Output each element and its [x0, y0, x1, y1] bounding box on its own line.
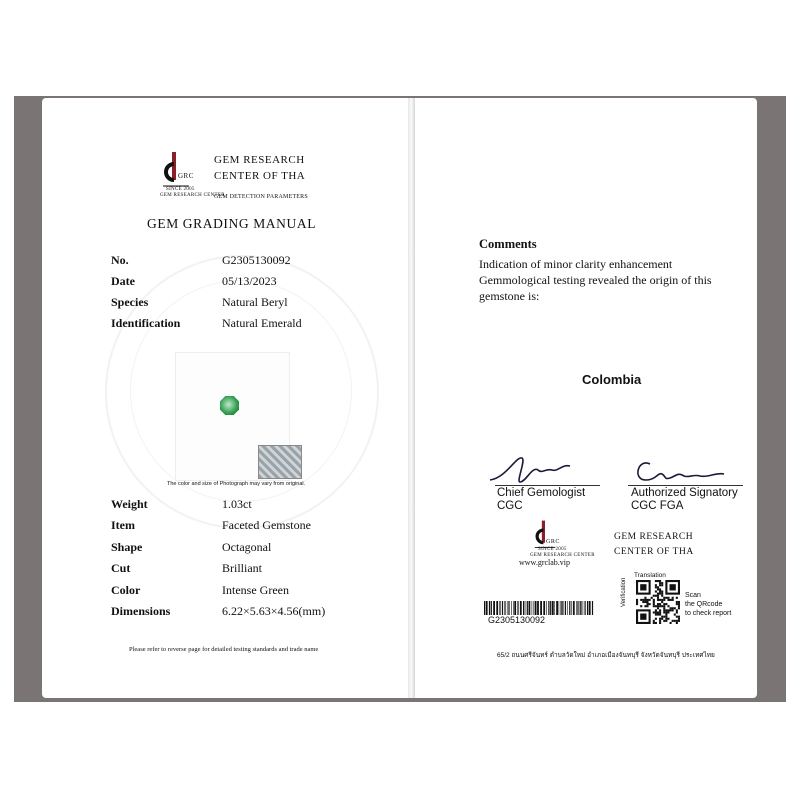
qr-cell [646, 599, 648, 601]
qr-cell [665, 614, 667, 616]
qr-scan-line-1: Scan [685, 592, 701, 599]
spine [408, 98, 415, 698]
left-brand-line1: GEM RESEARCH [214, 154, 305, 166]
field-value-cut: Brilliant [222, 561, 262, 575]
field-value-date: 05/13/2023 [222, 274, 277, 288]
field-value-shape: Octagonal [222, 540, 272, 554]
qr-cell [657, 607, 659, 609]
qr-cell [659, 588, 661, 590]
field-value-species: Natural Beryl [222, 295, 288, 309]
barcode-bar [520, 601, 522, 615]
qr-cell [640, 614, 646, 620]
qr-cell [661, 584, 663, 586]
qr-cell [667, 597, 669, 599]
right-logo-since: SINCE 2005 [538, 547, 567, 552]
barcode-bar [578, 601, 579, 615]
qr-cell [655, 605, 657, 607]
right-brand-line1: GEM RESEARCH [614, 532, 694, 542]
comments-title: Comments [479, 237, 537, 251]
qr-cell [642, 599, 644, 601]
qr-cell [655, 611, 657, 613]
qr-cell [678, 603, 680, 605]
qr-cell [659, 593, 661, 595]
qr-cell [659, 622, 661, 624]
page-title: GEM GRADING MANUAL [147, 216, 317, 231]
signatory-2-role: Authorized Signatory [631, 487, 738, 499]
qr-verification-label: Verification [621, 577, 627, 607]
signatory-2-title: CGC FGA [631, 500, 684, 512]
qr-cell [670, 599, 672, 601]
signature-line-2 [628, 485, 743, 486]
qr-cell [676, 616, 678, 618]
field-label-date: Date [111, 274, 135, 288]
qr-cell [665, 597, 667, 599]
barcode-bar [508, 601, 509, 615]
qr-cell [672, 620, 674, 622]
qr-cell [663, 605, 665, 607]
barcode-bar [561, 601, 562, 615]
qr-cell [678, 605, 680, 607]
barcode-bar [592, 601, 593, 615]
field-label-item: Item [111, 518, 135, 532]
qr-cell [649, 603, 651, 605]
emerald-photo [220, 396, 239, 415]
qr-cell [659, 611, 661, 613]
qr-cell [657, 611, 659, 613]
field-label-weight: Weight [111, 497, 148, 511]
qr-cell [661, 595, 663, 597]
signatory-1-title: CGC [497, 500, 523, 512]
qr-cell [661, 590, 663, 592]
qr-cell [670, 609, 672, 611]
qr-cell [665, 616, 667, 618]
qr-cell [655, 584, 657, 586]
qr-cell [655, 595, 657, 597]
qr-code-icon[interactable] [636, 580, 680, 624]
qr-cell [659, 582, 661, 584]
qr-cell [657, 605, 659, 607]
qr-cell [653, 620, 655, 622]
qr-cell [636, 603, 638, 605]
qr-cell [657, 593, 659, 595]
qr-cell [659, 580, 661, 582]
qr-cell [636, 601, 638, 603]
barcode-bar [543, 601, 545, 615]
qr-cell [657, 603, 659, 605]
qr-cell [651, 597, 653, 599]
qr-cell [678, 620, 680, 622]
field-value-dimensions: 6.22×5.63×4.56(mm) [222, 604, 326, 618]
qr-cell [667, 611, 669, 613]
barcode-icon [484, 601, 594, 615]
barcode-bar [546, 601, 547, 615]
qr-cell [657, 580, 659, 582]
barcode-bar [484, 601, 485, 615]
field-value-item: Faceted Gemstone [222, 518, 311, 532]
qr-scan-line-2: the QRcode [685, 601, 723, 608]
qr-cell [644, 605, 646, 607]
comment-line-2: Gemmological testing revealed the origin of this [479, 273, 712, 287]
barcode-bar [504, 601, 505, 615]
barcode-bar [514, 601, 516, 615]
field-label-number: No. [111, 253, 129, 267]
left-logo-short: GRC [178, 172, 194, 180]
qr-cell [640, 605, 642, 607]
qr-cell [674, 607, 676, 609]
barcode-bar [548, 601, 549, 615]
barcode-bar [486, 601, 488, 615]
qr-cell [657, 586, 659, 588]
qr-cell [659, 584, 661, 586]
qr-cell [642, 601, 644, 603]
barcode-bar [550, 601, 551, 615]
qr-cell [653, 622, 655, 624]
field-value-identification: Natural Emerald [222, 316, 302, 330]
qr-cell [676, 597, 678, 599]
qr-cell [663, 597, 665, 599]
qr-cell [670, 622, 672, 624]
barcode-bar [523, 601, 524, 615]
field-label-species: Species [111, 295, 149, 309]
qr-cell [674, 614, 676, 616]
qr-cell [640, 599, 642, 601]
barcode-bar [540, 601, 542, 615]
field-label-color: Color [111, 583, 141, 597]
qr-cell [661, 599, 663, 601]
qr-cell [678, 601, 680, 603]
qr-cell [667, 599, 669, 601]
barcode-bar [573, 601, 575, 615]
qr-cell [646, 603, 648, 605]
barcode-bar [517, 601, 518, 615]
barcode-bar [509, 601, 510, 615]
qr-cell [676, 622, 678, 624]
barcode-bar [569, 601, 570, 615]
qr-cell [667, 609, 669, 611]
qr-cell [678, 616, 680, 618]
qr-scan-text [685, 591, 755, 618]
qr-cell [655, 590, 657, 592]
qr-cell [665, 611, 667, 613]
barcode-bar [562, 601, 563, 615]
barcode-bar [587, 601, 588, 615]
barcode-bar [529, 601, 531, 615]
signatory-1-role: Chief Gemologist [497, 487, 586, 499]
qr-cell [653, 595, 655, 597]
qr-cell [676, 603, 678, 605]
qr-cell [663, 616, 665, 618]
qr-cell [672, 609, 674, 611]
barcode-bar [554, 601, 555, 615]
chief-gemologist-signature-icon [486, 452, 576, 486]
barcode-bar [534, 601, 535, 615]
barcode-bar [559, 601, 560, 615]
qr-cell [663, 607, 665, 609]
barcode-bar [502, 601, 503, 615]
qr-scan-line-3: to check report [685, 610, 732, 617]
left-brand-tagline: GEM DETECTION PARAMETERS [214, 194, 308, 200]
qr-cell [670, 584, 676, 590]
right-brand-line2: CENTER OF THA [614, 547, 694, 557]
barcode-bar [489, 601, 490, 615]
barcode-bar [537, 601, 539, 615]
qr-cell [661, 601, 663, 603]
qr-cell [661, 605, 663, 607]
qr-cell [657, 599, 659, 601]
qr-cell [672, 597, 674, 599]
qr-translation-label: Translation [634, 572, 666, 579]
barcode-bar [571, 601, 572, 615]
qr-cell [655, 586, 657, 588]
qr-cell [653, 599, 655, 601]
qr-cell [657, 597, 659, 599]
qr-cell [655, 609, 657, 611]
qr-cell [657, 614, 659, 616]
qr-cell [676, 609, 678, 611]
barcode-bar [576, 601, 577, 615]
qr-cell [655, 622, 657, 624]
qr-cell [661, 582, 663, 584]
qr-cell [665, 609, 667, 611]
lab-address: 65/2 ถนนศรีจันทร์ ตำบลวัดใหม่ อำเภอเมืองจันทบุรี จังหวัดจันทบุรี ประเทศไทย [497, 652, 715, 659]
field-value-weight: 1.03ct [222, 497, 252, 511]
comment-line-1: Indication of minor clarity enhancement [479, 257, 673, 271]
qr-cell [676, 611, 678, 613]
barcode-bar [511, 601, 512, 615]
qr-cell [636, 599, 638, 601]
qr-cell [653, 605, 655, 607]
qr-cell [665, 603, 667, 605]
field-label-dimensions: Dimensions [111, 604, 171, 618]
field-label-identification: Identification [111, 316, 181, 330]
barcode-bar [583, 601, 584, 615]
qr-cell [674, 620, 676, 622]
barcode-bar [496, 601, 498, 615]
qr-cell [663, 620, 665, 622]
qr-cell [676, 620, 678, 622]
barcode-bar [552, 601, 554, 615]
qr-cell [644, 599, 646, 601]
qr-cell [663, 611, 665, 613]
qr-cell [663, 603, 665, 605]
qr-cell [659, 618, 661, 620]
field-value-color: Intense Green [222, 583, 289, 597]
qr-cell [649, 599, 651, 601]
qr-cell [659, 605, 661, 607]
qr-cell [659, 590, 661, 592]
qr-cell [672, 599, 674, 601]
photo-note: The color and size of Photograph may vary from original. [167, 481, 306, 487]
qr-cell [653, 601, 655, 603]
barcode-bar [565, 601, 566, 615]
qr-cell [644, 601, 646, 603]
qr-cell [653, 603, 655, 605]
qr-cell [659, 603, 661, 605]
left-brand-line2: CENTER OF THA [214, 170, 306, 182]
barcode-bar [527, 601, 528, 615]
qr-cell [678, 607, 680, 609]
field-label-cut: Cut [111, 561, 131, 575]
left-logo-since: SINCE 2005 [166, 187, 195, 192]
barcode-bar [532, 601, 533, 615]
barcode-bar [567, 601, 568, 615]
right-logo-small-name: GEM RESEARCH CENTER [530, 553, 595, 558]
qr-cell [655, 580, 657, 582]
qr-cell [653, 611, 655, 613]
barcode-bar [513, 601, 514, 615]
qr-cell [663, 599, 665, 601]
barcode-bar [589, 601, 591, 615]
field-value-number: G2305130092 [222, 253, 291, 267]
qr-cell [667, 605, 669, 607]
field-label-shape: Shape [111, 540, 143, 554]
qr-cell [644, 597, 646, 599]
qr-cell [672, 607, 674, 609]
qr-cell [657, 595, 659, 597]
qr-cell [661, 618, 663, 620]
qr-cell [663, 609, 665, 611]
qr-cell [678, 618, 680, 620]
qr-cell [659, 614, 661, 616]
barcode-bar [577, 601, 578, 615]
signature-line-1 [495, 485, 600, 486]
qr-cell [670, 607, 672, 609]
qr-cell [655, 614, 657, 616]
qr-cell [665, 618, 667, 620]
qr-cell [646, 605, 648, 607]
barcode-number: G2305130092 [488, 615, 546, 625]
origin-value: Colombia [582, 372, 642, 387]
barcode-bar [493, 601, 495, 615]
barcode-bar [491, 601, 492, 615]
barcode-bar [507, 601, 508, 615]
barcode-bar [581, 601, 582, 615]
barcode-bar [585, 601, 586, 615]
right-logo-short: GRC [546, 539, 560, 545]
qr-cell [655, 618, 657, 620]
qr-cell [657, 588, 659, 590]
qr-cell [646, 601, 648, 603]
qr-cell [640, 584, 646, 590]
qr-cell [659, 609, 661, 611]
qr-cell [665, 620, 667, 622]
barcode-bar [556, 601, 558, 615]
qr-cell [659, 620, 661, 622]
qr-cell [667, 618, 669, 620]
authorized-signatory-signature-icon [628, 454, 728, 486]
barcode-bar [499, 601, 500, 615]
barcode-bar [525, 601, 526, 615]
qr-cell [661, 616, 663, 618]
qr-cell [659, 599, 661, 601]
left-logo-small-name: GEM RESEARCH CENTER [160, 193, 225, 198]
website-link[interactable]: www.grclab.vip [519, 558, 571, 567]
qr-cell [676, 601, 678, 603]
barcode-bar [535, 601, 537, 615]
barcode-bar [580, 601, 581, 615]
qr-cell [661, 593, 663, 595]
comment-line-3: gemstone is: [479, 289, 540, 303]
hologram-sticker [258, 445, 302, 479]
footnote: Please refer to reverse page for detailed testing standards and trade name [129, 646, 319, 653]
